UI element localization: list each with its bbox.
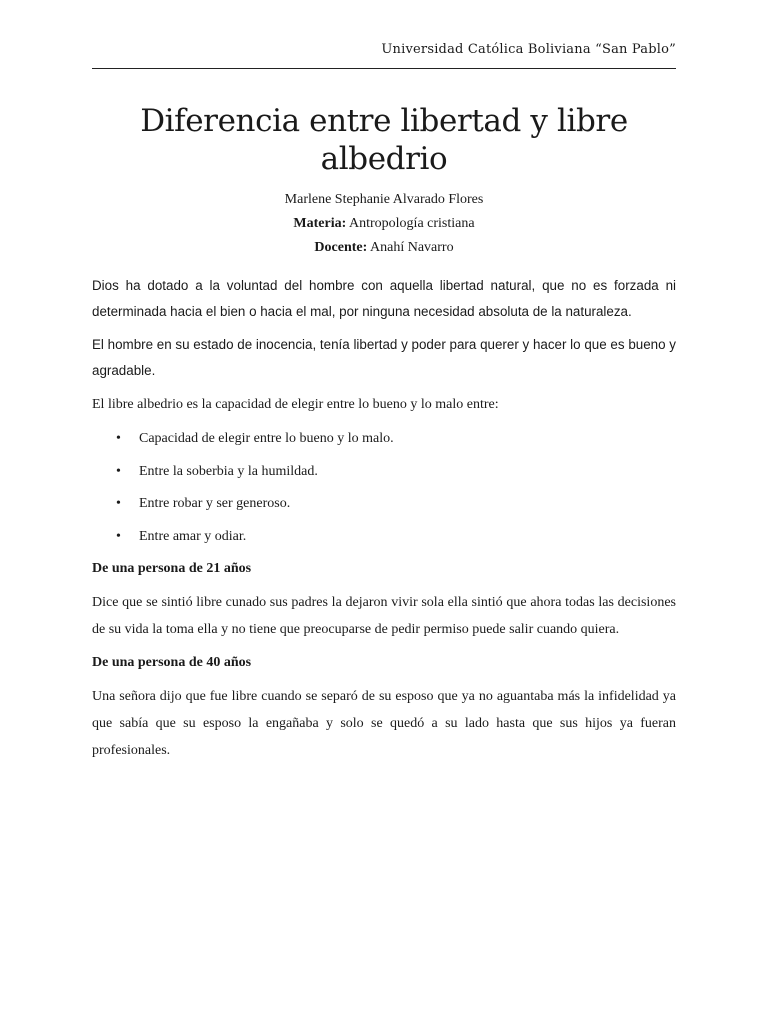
document-title (92, 102, 676, 178)
title-line-1: Diferencia entre libertad y libre (140, 103, 628, 139)
list-item-text: Entre amar y odiar. (139, 528, 247, 544)
subject-line (92, 212, 676, 236)
title-line-2: albedrio (320, 141, 448, 177)
bullet-list (92, 426, 676, 550)
paragraph-1: Dios ha dotado a la voluntad del hombre con aquella libertad natural, que no es forzada ni determinada hacia el bien o hacia el mal, por ninguna necesidad absoluta de la naturaleza. (92, 278, 676, 319)
teacher-value: Anahí Navarro (370, 240, 454, 255)
header-divider (92, 68, 676, 69)
bullet-marker: • (116, 431, 121, 446)
section-text-40: Una señora dijo que fue libre cuando se separó de su esposo que ya no aguantaba más la infidelidad ya que sabía que su esposo la engañaba y solo se quedó a su lado hasta que sus hijos ya fueran profesionales. (92, 689, 676, 758)
list-item (92, 524, 676, 550)
document-body (92, 102, 676, 764)
list-item-text: Entre la soberbia y la humildad. (139, 463, 318, 479)
document-meta (92, 188, 676, 260)
bullet-marker: • (116, 496, 121, 511)
list-item (92, 426, 676, 452)
list-item-text: Capacidad de elegir entre lo bueno y lo malo. (139, 431, 394, 446)
bullet-marker: • (116, 528, 121, 544)
page-header: Universidad Católica Boliviana “San Pablo” (381, 42, 676, 57)
list-item-text: Entre robar y ser generoso. (139, 496, 291, 511)
teacher-line (92, 236, 676, 260)
list-item (92, 459, 676, 485)
teacher-label: Docente: (314, 240, 368, 255)
section-heading-40: De una persona de 40 años (92, 655, 252, 670)
section-text-21: Dice que se sintió libre cunado sus padres la dejaron vivir sola ella sintió que ahora todas las decisiones de su vida la toma ella y no tiene que preocuparse de pedir permiso puede salir cuando quiera. (92, 595, 676, 637)
bullet-marker: • (116, 463, 121, 479)
subject-value: Antropología cristiana (349, 216, 475, 231)
list-item (92, 491, 676, 517)
author-name: Marlene Stephanie Alvarado Flores (284, 192, 484, 207)
subject-label: Materia: (293, 216, 347, 231)
section-heading-21: De una persona de 21 años (92, 561, 252, 576)
paragraph-3: El libre albedrio es la capacidad de elegir entre lo bueno y lo malo entre: (92, 397, 499, 412)
paragraph-2: El hombre en su estado de inocencia, tenía libertad y poder para querer y hacer lo que es bueno y agradable. (92, 337, 676, 378)
